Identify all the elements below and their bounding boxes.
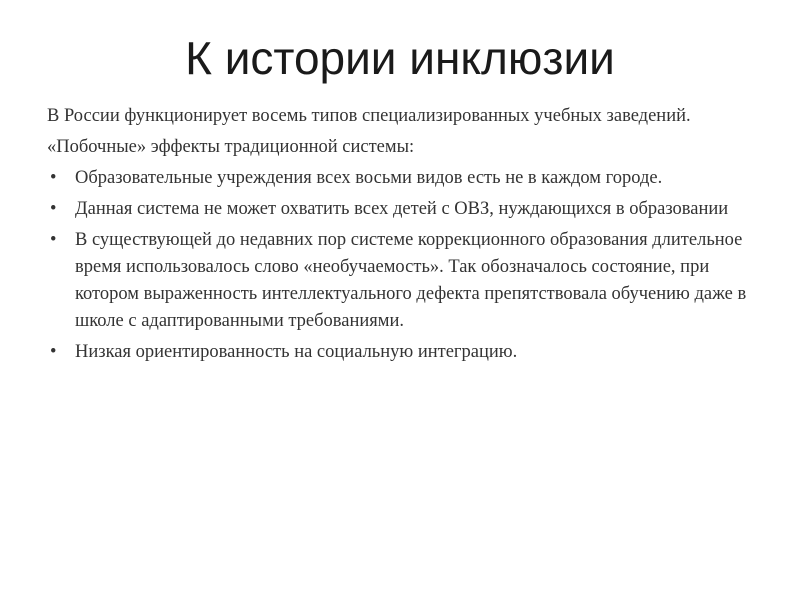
- list-item: [47, 165, 747, 192]
- bullet-icon: •: [50, 342, 57, 362]
- bullet-icon: •: [50, 230, 57, 250]
- side-effects-heading: «Побочные» эффекты традиционной системы:: [47, 137, 415, 157]
- list-item-text: Данная система не может охватить всех детей с ОВЗ, нуждающихся в образовании: [75, 199, 729, 219]
- bullet-icon: •: [50, 199, 57, 219]
- list-item: [47, 339, 747, 366]
- slide-title: К истории инклюзии: [185, 32, 615, 84]
- list-item-text: В существующей до недавних пор системе коррекционного образования длительное время использовалось слово «необучаемость». Так обозначалось состояние, при котором выраженность интеллектуального дефекта препятствовала обучению даже в школе с адаптированными требованиями.: [75, 230, 747, 331]
- intro-paragraph: В России функционирует восемь типов специализированных учебных заведений.: [47, 106, 691, 126]
- list-item-text: Низкая ориентированность на социальную интеграцию.: [75, 342, 518, 362]
- list-item: [47, 196, 747, 223]
- side-effects-list: [47, 165, 747, 366]
- bullet-icon: •: [50, 168, 57, 188]
- slide-body: [47, 103, 747, 370]
- list-item: [47, 227, 747, 335]
- list-item-text: Образовательные учреждения всех восьми видов есть не в каждом городе.: [75, 168, 663, 188]
